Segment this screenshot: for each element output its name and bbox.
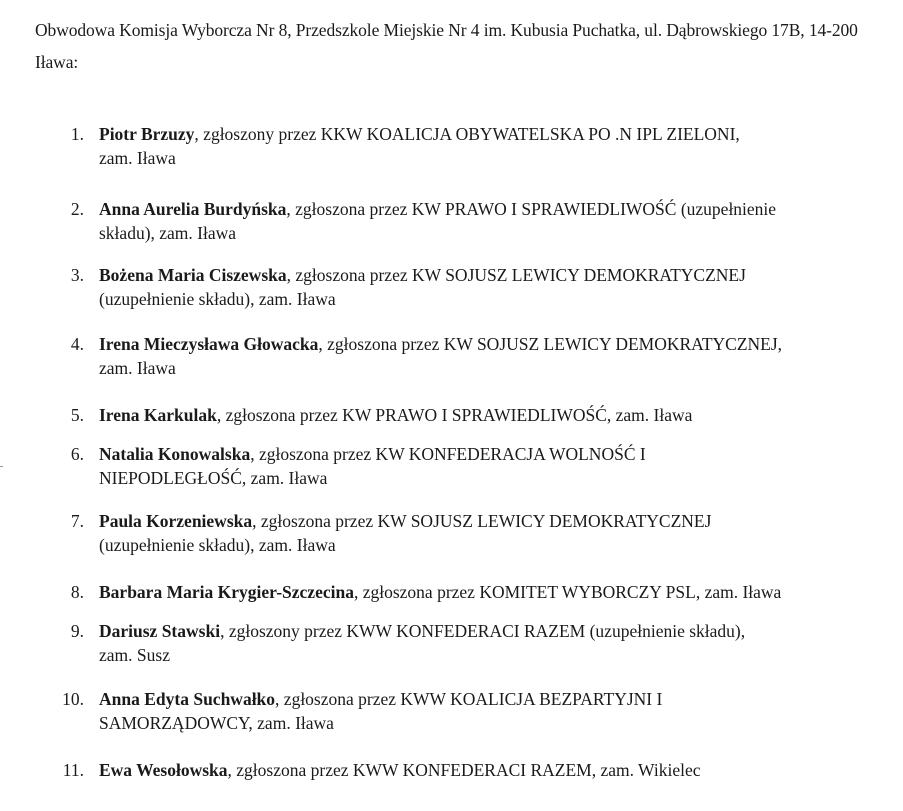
member-name: Irena Mieczysława Głowacka — [99, 334, 319, 354]
member-name: Ewa Wesołowska — [99, 760, 228, 780]
member-name: Natalia Konowalska — [99, 444, 251, 464]
item-body — [99, 122, 889, 170]
member-details: , zgłoszony przez KKW KOALICJA OBYWATELSKA PO .N IPL ZIELONI, — [194, 124, 740, 144]
item-number: 8. — [70, 582, 84, 602]
member-details: , zgłoszona przez KW PRAWO I SPRAWIEDLIWOŚĆ, zam. Iława — [216, 405, 693, 425]
scan-margin-mark — [0, 466, 3, 467]
member-name: Bożena Maria Ciszewska — [99, 265, 287, 285]
member-name: Barbara Maria Krygier-Szczecina — [99, 582, 354, 602]
item-body — [99, 197, 889, 245]
item-body — [99, 442, 889, 490]
item-number: 9. — [70, 621, 84, 641]
commission-header: Obwodowa Komisja Wyborcza Nr 8, Przedszkole Miejskie Nr 4 im. Kubusia Puchatka, ul. Dąbrowskiego 17B, 14-200 Iława: — [35, 20, 858, 72]
item-number: 1. — [70, 124, 84, 144]
member-name: Piotr Brzuzy — [99, 124, 195, 144]
item-number: 7. — [70, 511, 84, 531]
member-details: , zgłoszona przez KW SOJUSZ LEWICY DEMOKRATYCZNEJ, — [318, 334, 783, 354]
item-body — [99, 580, 889, 604]
item-body — [99, 263, 889, 311]
member-name: Paula Korzeniewska — [99, 511, 253, 531]
member-name: Anna Aurelia Burdyńska — [99, 199, 287, 219]
item-body — [99, 509, 889, 557]
member-details-line2: NIEPODLEGŁOŚĆ, zam. Iława — [99, 468, 328, 488]
member-details-line2: zam. Iława — [99, 358, 176, 378]
member-name: Irena Karkulak — [99, 405, 217, 425]
member-details-line2: (uzupełnienie składu), zam. Iława — [99, 535, 336, 555]
member-details-line2: SAMORZĄDOWCY, zam. Iława — [99, 713, 334, 733]
member-name: Dariusz Stawski — [99, 621, 221, 641]
member-details: , zgłoszona przez KW PRAWO I SPRAWIEDLIWOŚĆ (uzupełnienie — [286, 199, 777, 219]
member-details-line2: (uzupełnienie składu), zam. Iława — [99, 289, 336, 309]
member-details: , zgłoszona przez KW SOJUSZ LEWICY DEMOKRATYCZNEJ — [286, 265, 746, 285]
item-number: 5. — [70, 405, 84, 425]
member-details: , zgłoszona przez KOMITET WYBORCZY PSL, zam. Iława — [353, 582, 782, 602]
item-body — [99, 687, 889, 735]
member-details-line2: zam. Susz — [99, 645, 170, 665]
item-number: 11. — [62, 760, 84, 780]
member-details-line2: zam. Iława — [99, 148, 176, 168]
item-number: 3. — [70, 265, 84, 285]
member-details: , zgłoszona przez KWW KONFEDERACI RAZEM, zam. Wikielec — [227, 760, 701, 780]
item-number: 4. — [70, 334, 84, 354]
member-details: , zgłoszona przez KW KONFEDERACJA WOLNOŚĆ I — [250, 444, 646, 464]
member-name: Anna Edyta Suchwałko — [99, 689, 276, 709]
item-body — [99, 332, 889, 380]
member-details: , zgłoszona przez KW SOJUSZ LEWICY DEMOKRATYCZNEJ — [252, 511, 712, 531]
member-details: , zgłoszona przez KWW KOALICJA BEZPARTYJNI I — [275, 689, 663, 709]
item-body — [99, 758, 889, 782]
member-details-line2: składu), zam. Iława — [99, 223, 237, 243]
item-body — [99, 619, 889, 667]
member-details: , zgłoszony przez KWW KONFEDERACI RAZEM (uzupełnienie składu), — [220, 621, 746, 641]
item-number: 2. — [70, 199, 84, 219]
item-number: 10. — [62, 689, 84, 709]
item-body — [99, 403, 889, 427]
item-number: 6. — [70, 444, 84, 464]
